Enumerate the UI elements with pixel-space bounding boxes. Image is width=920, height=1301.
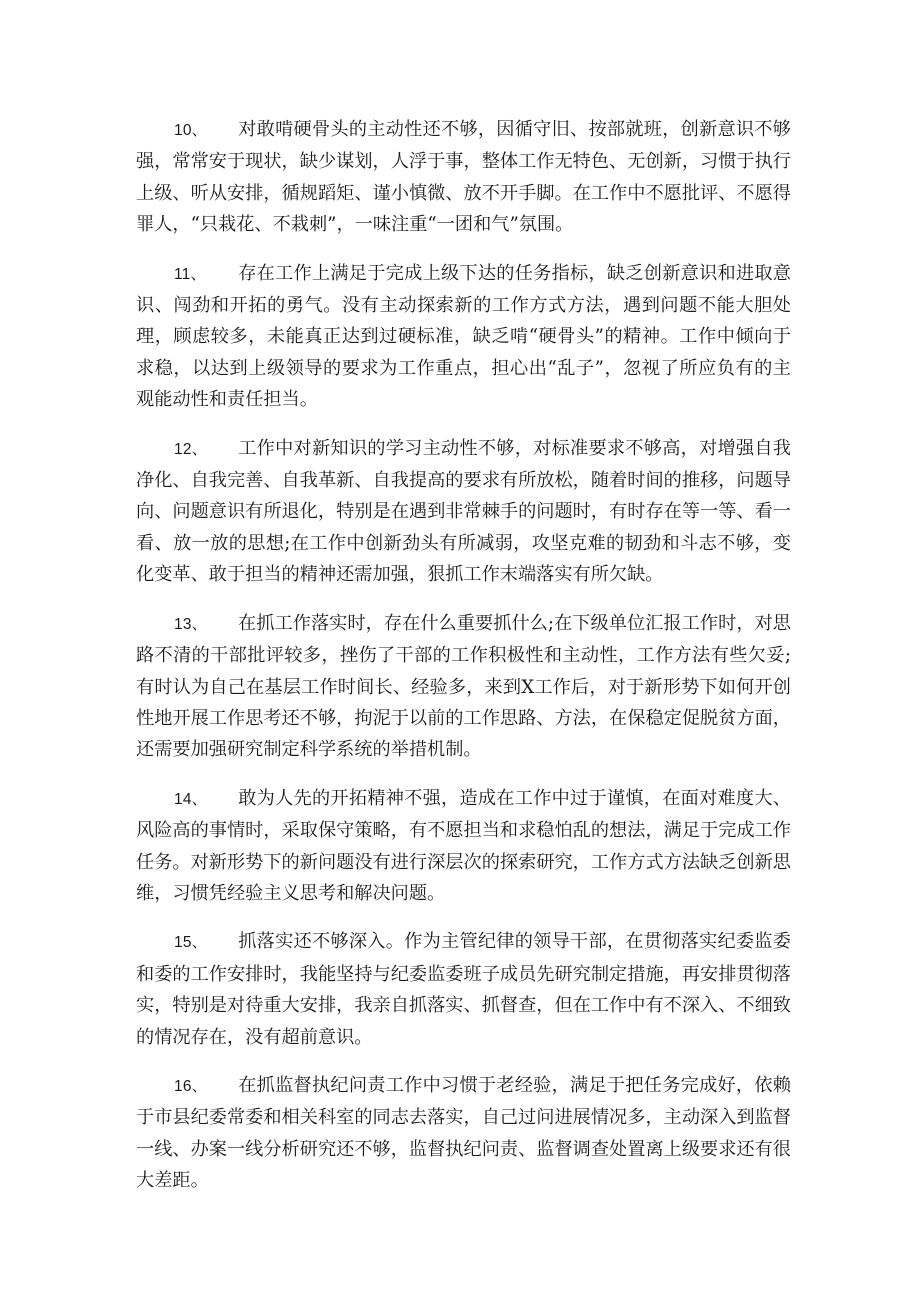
- list-item-11: [136, 258, 791, 416]
- item-text: 敢为人先的开拓精神不强，造成在工作中过于谨慎，在面对难度大、风险高的事情时，采取保守策略，有不愿担当和求稳怕乱的想法，满足于完成工作任务。对新形势下的新问题没有进行深层次的探索研究，工作方式方法缺乏创新思维，习惯凭经验主义思考和解决问题。: [136, 787, 791, 904]
- list-item-13: [136, 608, 791, 766]
- item-text: 存在工作上满足于完成上级下达的任务指标，缺乏创新意识和进取意识、闯劲和开拓的勇气。没有主动探索新的工作方式方法，遇到问题不能大胆处理，顾虑较多，未能真正达到过硬标准，缺乏啃“硬骨头”的精神。工作中倾向于求稳，以达到上级领导的要求为工作重点，担心出“乱子”，忽视了所应负有的主观能动性和责任担当。: [136, 262, 791, 411]
- item-number: 12、: [174, 440, 208, 458]
- item-number: 10、: [174, 122, 208, 139]
- item-number: 11、: [174, 265, 207, 283]
- list-item-16: [136, 1070, 791, 1197]
- item-number: 15、: [174, 934, 208, 952]
- list-item-14: [136, 783, 791, 910]
- item-text: 抓落实还不够深入。作为主管纪律的领导干部，在贯彻落实纪委监委和委的工作安排时，我能坚持与纪委监委班子成员先研究制定措施，再安排贯彻落实，特别是对待重大安排，我亲自抓落实、抓督查，但在工作中有不深入、不细致的情况存在，没有超前意识。: [136, 931, 791, 1048]
- item-text: 工作中对新知识的学习主动性不够，对标准要求不够高，对增强自我净化、自我完善、自我革新、自我提高的要求有所放松，随着时间的推移，问题导向、问题意识有所退化，特别是在遇到非常棘手的问题时，有时存在等一等、看一看、放一放的思想;在工作中创新劲头有所减弱，攻坚克难的韧劲和斗志不够，变化变革、敢于担当的精神还需加强，狠抓工作末端落实有所欠缺。: [136, 437, 791, 586]
- item-number: 13、: [174, 615, 208, 633]
- item-text: 对敢啃硬骨头的主动性还不够，因循守旧、按部就班，创新意识不够强，常常安于现状，缺少谋划，人浮于事，整体工作无特色、无创新，习惯于执行上级、听从安排，循规蹈矩、谨小慎微、放不开手脚。在工作中不愿批评、不愿得罪人，“只栽花、不栽刺”，一味注重“一团和气”氛围。: [136, 119, 791, 236]
- item-number: 16、: [174, 1077, 208, 1095]
- document-body: [136, 114, 791, 1214]
- item-text: 在抓监督执纪问责工作中习惯于老经验，满足于把任务完成好，依赖于市县纪委常委和相关科室的同志去落实，自己过问进展情况多，主动深入到监督一线、办案一线分析研究还不够，监督执纪问责、监督调查处置离上级要求还有很大差距。: [136, 1074, 791, 1192]
- list-item-15: [136, 926, 791, 1053]
- list-item-10: [136, 114, 791, 241]
- list-item-12: [136, 433, 791, 591]
- item-text: 在抓工作落实时，存在什么重要抓什么;在下级单位汇报工作时，对思路不清的干部批评较多，挫伤了干部的工作积极性和主动性，工作方法有些欠妥;有时认为自己在基层工作时间长、经验多，来到X工作后，对于新形势下如何开创性地开展工作思考还不够，拘泥于以前的工作思路、方法，在保稳定促脱贫方面，还需要加强研究制定科学系统的举措机制。: [136, 612, 791, 761]
- item-number: 14、: [174, 790, 208, 808]
